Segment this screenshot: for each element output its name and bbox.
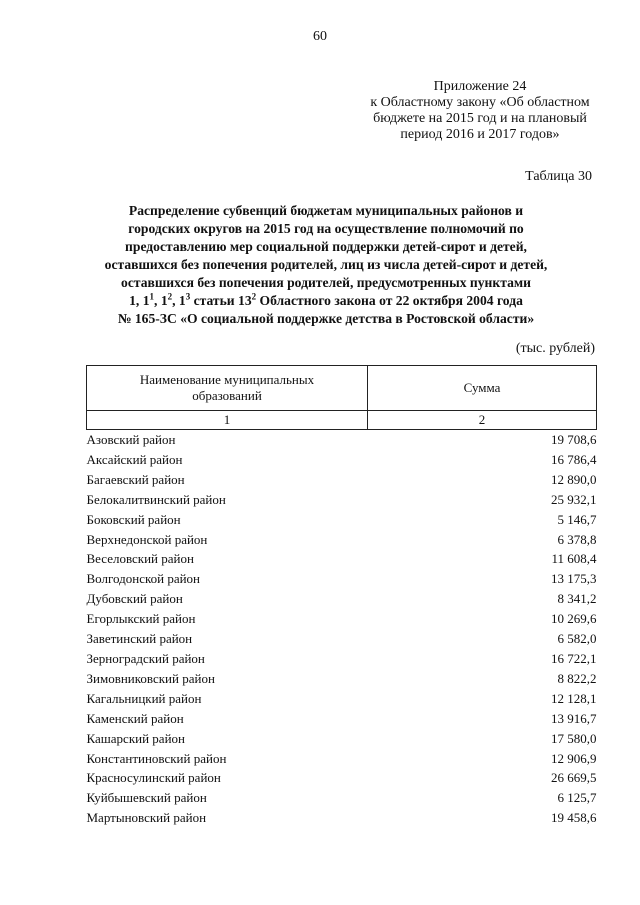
header-name-line: Наименование муниципальных <box>139 372 315 387</box>
table-row <box>87 430 597 450</box>
title-text: Областного закона от 22 октября 2004 года <box>256 293 523 308</box>
municipality-name: Куйбышевский район <box>86 790 207 806</box>
title-line: Распределение субвенций бюджетам муниципальных районов и <box>128 203 524 218</box>
subvention-amount: 12 890,0 <box>551 471 597 487</box>
column-number: 2 <box>368 411 597 430</box>
table-row <box>87 788 597 808</box>
table-row <box>87 729 597 749</box>
municipality-name: Кагальницкий район <box>86 690 202 706</box>
table-row <box>87 549 597 569</box>
title-line: предоставлению мер социальной поддержки детей-сирот и детей, <box>125 239 527 254</box>
municipality-name: Волгодонской район <box>86 571 201 587</box>
title-line <box>90 292 562 310</box>
municipality-name: Аксайский район <box>86 451 183 467</box>
table-row <box>87 470 597 490</box>
title-line: оставшихся без попечения родителей, предусмотренных пунктами <box>121 275 531 290</box>
municipality-name: Мартыновский район <box>86 810 207 826</box>
header-sum: Сумма <box>368 366 597 411</box>
header-municipality <box>87 366 368 411</box>
column-number: 1 <box>87 411 368 430</box>
title-text: 1, 1 <box>129 293 150 308</box>
subvention-amount: 11 608,4 <box>551 551 597 567</box>
table-row <box>87 609 597 629</box>
table-row <box>87 569 597 589</box>
subvention-amount: 6 125,7 <box>557 790 597 806</box>
title-line: городских округов на 2015 год на осуществление полномочий по <box>128 221 524 236</box>
subvention-amount: 6 378,8 <box>557 531 597 547</box>
units-label: (тыс. рублей) <box>515 341 595 356</box>
table-row <box>87 450 597 470</box>
subvention-table <box>86 365 597 828</box>
title-line: оставшихся без попечения родителей, лиц из числа детей-сирот и детей, <box>104 257 548 272</box>
subvention-amount: 12 906,9 <box>551 750 597 766</box>
title-text: , 1 <box>154 293 168 308</box>
municipality-name: Зерноградский район <box>86 650 205 666</box>
title-superscript: 3 <box>185 291 191 302</box>
table-row <box>87 629 597 649</box>
table-row <box>87 589 597 609</box>
municipality-name: Егорлыкский район <box>86 611 196 627</box>
subvention-amount: 8 341,2 <box>557 591 597 607</box>
table-row <box>87 709 597 729</box>
table-row <box>87 530 597 550</box>
table-label: Таблица 30 <box>525 169 592 184</box>
subvention-amount: 8 822,2 <box>557 670 597 686</box>
appendix-line: бюджете на 2015 год и на плановый <box>373 111 587 126</box>
municipality-name: Заветинский район <box>86 631 193 647</box>
table-body <box>87 430 597 829</box>
municipality-name: Верхнедонской район <box>86 531 208 547</box>
page-number: 60 <box>313 29 327 44</box>
table-row <box>87 669 597 689</box>
appendix-line: к Областному закону «Об областном <box>370 95 590 110</box>
title-text: статьи 13 <box>190 293 252 308</box>
subvention-amount: 25 932,1 <box>551 491 597 507</box>
municipality-name: Боковский район <box>86 511 181 527</box>
municipality-name: Белокалитвинский район <box>86 491 226 507</box>
subvention-amount: 16 786,4 <box>551 451 597 467</box>
title-superscript: 2 <box>251 291 257 302</box>
subvention-amount: 12 128,1 <box>551 690 597 706</box>
municipality-name: Красносулинский район <box>86 770 221 786</box>
header-name-line: образований <box>192 388 262 403</box>
title-superscript: 2 <box>167 291 173 302</box>
table-row <box>87 689 597 709</box>
municipality-name: Кашарский район <box>86 730 185 746</box>
appendix-line: период 2016 и 2017 годов» <box>400 127 560 142</box>
subvention-amount: 5 146,7 <box>557 511 597 527</box>
municipality-name: Веселовский район <box>86 551 194 567</box>
title-superscript: 1 <box>149 291 155 302</box>
municipality-name: Константиновский район <box>86 750 227 766</box>
table-row <box>87 808 597 828</box>
title-text: , 1 <box>172 293 186 308</box>
table-row <box>87 510 597 530</box>
subvention-amount: 19 458,6 <box>551 810 597 826</box>
subvention-amount: 10 269,6 <box>551 611 597 627</box>
subvention-amount: 16 722,1 <box>551 650 597 666</box>
table-row <box>87 649 597 669</box>
subvention-amount: 26 669,5 <box>551 770 597 786</box>
title-line: № 165-ЗС «О социальной поддержке детства в Ростовской области» <box>117 311 535 326</box>
municipality-name: Зимовниковский район <box>86 670 215 686</box>
table-row <box>87 490 597 510</box>
subvention-amount: 17 580,0 <box>551 730 597 746</box>
municipality-name: Багаевский район <box>86 471 185 487</box>
municipality-name: Азовский район <box>86 432 176 447</box>
document-title <box>90 202 562 328</box>
subvention-amount: 13 916,7 <box>551 710 597 726</box>
table-row <box>87 749 597 769</box>
municipality-name: Дубовский район <box>86 591 183 607</box>
subvention-amount: 19 708,6 <box>551 432 597 447</box>
municipality-name: Каменский район <box>86 710 184 726</box>
subvention-amount: 13 175,3 <box>551 571 597 587</box>
subvention-amount: 6 582,0 <box>557 631 597 647</box>
appendix-line: Приложение 24 <box>433 79 527 94</box>
appendix-reference <box>340 79 620 143</box>
table-row <box>87 768 597 788</box>
